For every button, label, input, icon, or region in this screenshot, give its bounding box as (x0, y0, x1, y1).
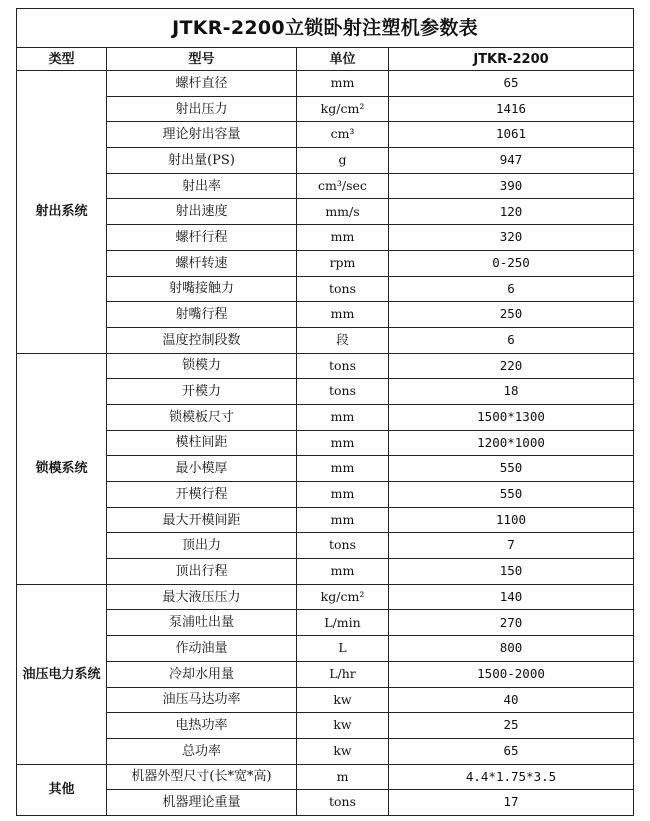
unit-cell: L (297, 636, 389, 662)
unit-cell: mm (297, 302, 389, 328)
unit-cell: cm³/sec (297, 173, 389, 199)
param-name-cell: 温度控制段数 (107, 327, 297, 353)
value-cell: 250 (389, 302, 634, 328)
value-cell: 1061 (389, 122, 634, 148)
param-name-cell: 最小模厚 (107, 456, 297, 482)
param-name-cell: 机器理论重量 (107, 790, 297, 816)
table-row (17, 96, 634, 122)
unit-cell: rpm (297, 250, 389, 276)
table-row (17, 482, 634, 508)
unit-cell: tons (297, 353, 389, 379)
spec-sheet (16, 8, 633, 816)
value-cell: 947 (389, 148, 634, 174)
param-name-cell: 冷却水用量 (107, 661, 297, 687)
table-body (17, 71, 634, 816)
value-cell: 65 (389, 71, 634, 97)
param-name-cell: 射出速度 (107, 199, 297, 225)
param-name-cell: 射出率 (107, 173, 297, 199)
unit-cell: kg/cm² (297, 584, 389, 610)
value-cell: 1100 (389, 507, 634, 533)
category-cell: 锁模系统 (17, 353, 107, 584)
unit-cell: mm (297, 507, 389, 533)
unit-cell: tons (297, 790, 389, 816)
unit-cell: 段 (297, 327, 389, 353)
unit-cell: mm (297, 456, 389, 482)
value-cell: 140 (389, 584, 634, 610)
value-cell: 550 (389, 482, 634, 508)
table-row (17, 148, 634, 174)
param-name-cell: 最大开模间距 (107, 507, 297, 533)
table-row (17, 738, 634, 764)
table-row (17, 559, 634, 585)
table-row (17, 353, 634, 379)
value-cell: 7 (389, 533, 634, 559)
value-cell: 1200*1000 (389, 430, 634, 456)
header-model: JTKR-2200 (389, 48, 634, 71)
table-row (17, 687, 634, 713)
unit-cell: mm (297, 430, 389, 456)
header-row (17, 48, 634, 71)
unit-cell: mm (297, 482, 389, 508)
param-name-cell: 油压马达功率 (107, 687, 297, 713)
table-row (17, 327, 634, 353)
unit-cell: cm³ (297, 122, 389, 148)
table-row (17, 713, 634, 739)
unit-cell: kw (297, 713, 389, 739)
param-name-cell: 开模力 (107, 379, 297, 405)
unit-cell: mm (297, 71, 389, 97)
table-row (17, 379, 634, 405)
unit-cell: g (297, 148, 389, 174)
table-row (17, 764, 634, 790)
value-cell: 6 (389, 276, 634, 302)
param-name-cell: 作动油量 (107, 636, 297, 662)
param-name-cell: 射出量(PS) (107, 148, 297, 174)
unit-cell: kg/cm² (297, 96, 389, 122)
unit-cell: kw (297, 738, 389, 764)
value-cell: 4.4*1.75*3.5 (389, 764, 634, 790)
value-cell: 65 (389, 738, 634, 764)
header-unit: 单位 (297, 48, 389, 71)
table-row (17, 790, 634, 816)
param-name-cell: 开模行程 (107, 482, 297, 508)
table-title: JTKR-2200立锁卧射注塑机参数表 (17, 9, 634, 48)
value-cell: 1500-2000 (389, 661, 634, 687)
table-row (17, 456, 634, 482)
value-cell: 18 (389, 379, 634, 405)
value-cell: 270 (389, 610, 634, 636)
value-cell: 1500*1300 (389, 404, 634, 430)
table-row (17, 250, 634, 276)
unit-cell: mm (297, 404, 389, 430)
table-row (17, 122, 634, 148)
header-item: 型号 (107, 48, 297, 71)
category-cell: 其他 (17, 764, 107, 815)
param-name-cell: 模柱间距 (107, 430, 297, 456)
unit-cell: L/hr (297, 661, 389, 687)
value-cell: 17 (389, 790, 634, 816)
param-name-cell: 螺杆直径 (107, 71, 297, 97)
param-name-cell: 总功率 (107, 738, 297, 764)
table-row (17, 302, 634, 328)
param-name-cell: 最大液压压力 (107, 584, 297, 610)
table-row (17, 533, 634, 559)
value-cell: 150 (389, 559, 634, 585)
value-cell: 25 (389, 713, 634, 739)
unit-cell: tons (297, 533, 389, 559)
value-cell: 120 (389, 199, 634, 225)
param-name-cell: 锁模板尺寸 (107, 404, 297, 430)
table-row (17, 173, 634, 199)
unit-cell: tons (297, 276, 389, 302)
param-name-cell: 泵浦吐出量 (107, 610, 297, 636)
value-cell: 40 (389, 687, 634, 713)
table-row (17, 276, 634, 302)
table-row (17, 507, 634, 533)
unit-cell: mm/s (297, 199, 389, 225)
table-row (17, 225, 634, 251)
unit-cell: L/min (297, 610, 389, 636)
table-row (17, 199, 634, 225)
param-name-cell: 理论射出容量 (107, 122, 297, 148)
value-cell: 1416 (389, 96, 634, 122)
param-name-cell: 锁模力 (107, 353, 297, 379)
spec-table (16, 8, 634, 816)
param-name-cell: 顶出力 (107, 533, 297, 559)
unit-cell: tons (297, 379, 389, 405)
value-cell: 390 (389, 173, 634, 199)
param-name-cell: 射嘴行程 (107, 302, 297, 328)
param-name-cell: 电热功率 (107, 713, 297, 739)
unit-cell: kw (297, 687, 389, 713)
table-row (17, 430, 634, 456)
value-cell: 0-250 (389, 250, 634, 276)
value-cell: 220 (389, 353, 634, 379)
table-row (17, 610, 634, 636)
table-row (17, 404, 634, 430)
value-cell: 6 (389, 327, 634, 353)
param-name-cell: 射出压力 (107, 96, 297, 122)
value-cell: 320 (389, 225, 634, 251)
table-row (17, 584, 634, 610)
param-name-cell: 顶出行程 (107, 559, 297, 585)
param-name-cell: 射嘴接触力 (107, 276, 297, 302)
value-cell: 800 (389, 636, 634, 662)
value-cell: 550 (389, 456, 634, 482)
param-name-cell: 机器外型尺寸(长*宽*高) (107, 764, 297, 790)
param-name-cell: 螺杆转速 (107, 250, 297, 276)
param-name-cell: 螺杆行程 (107, 225, 297, 251)
table-row (17, 661, 634, 687)
header-category: 类型 (17, 48, 107, 71)
unit-cell: m (297, 764, 389, 790)
unit-cell: mm (297, 225, 389, 251)
category-cell: 射出系统 (17, 71, 107, 354)
category-cell: 油压电力系统 (17, 584, 107, 764)
table-row (17, 636, 634, 662)
table-row (17, 71, 634, 97)
unit-cell: mm (297, 559, 389, 585)
